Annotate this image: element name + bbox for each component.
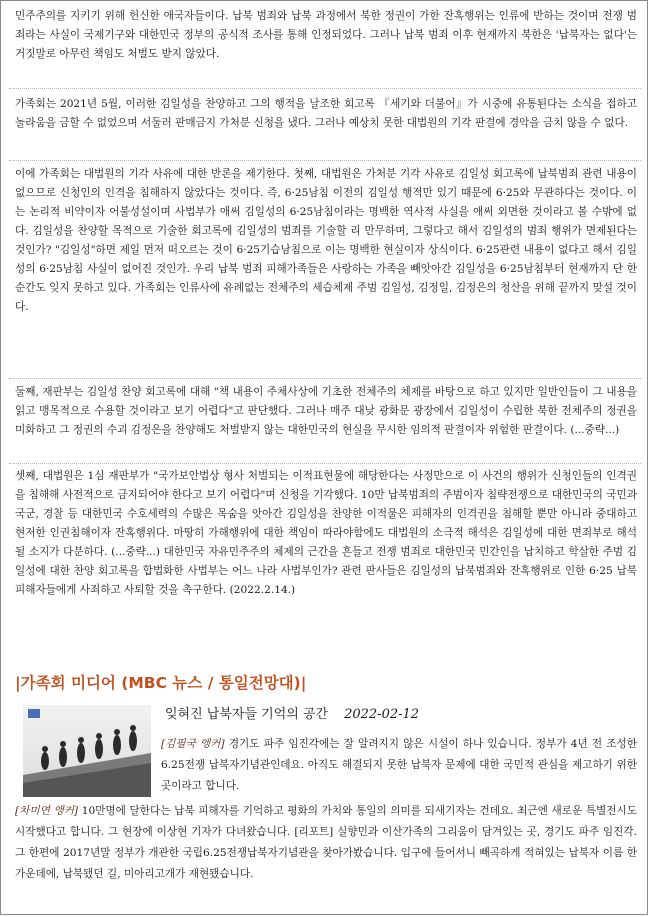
article-date: 2022-02-12 bbox=[344, 707, 420, 722]
paragraph-4: 둘째, 재판부는 김일성 찬양 회고록에 대해 "책 내용이 주체사상에 기초한 전체주의 체제를 바탕으로 하고 있지만 일반인들이 그 내용을 읽고 맹목적으로 수용할 것이라고 보기 어렵다"고 판단했다. 그러나 매주 대낮 광화문 광장에서 김일성이 수립한 북한 전체주의 정권을 미화하고 그 정권의 수괴 김정은을 찬양해도 처벌받지 않는 대한민국의 현실을 무시한 임의적 판결이자 위험한 판결이다. (...중략...) bbox=[15, 386, 637, 436]
speaker-label: [차미연 앵커] bbox=[15, 805, 79, 817]
article-title-line bbox=[165, 706, 419, 724]
article-lead-text bbox=[161, 734, 637, 797]
paragraph-2: 가족회는 2021년 5월, 이러한 김일성을 찬양하고 그의 행적을 날조한 회고록 『세기와 더불어』가 시중에 유통된다는 소식을 접하고 놀라움을 금할 수 없었으며 서둘러 판매금지 가처분 신청을 냈다. 그러나 예상치 못한 대법원의 기각 판결에 경악을 금치 않을 수 없다. bbox=[15, 98, 637, 129]
paragraph-1: 민주주의를 지키기 위해 헌신한 애국자들이다. 납북 범죄와 납북 과정에서 북한 정권이 가한 잔혹행위는 인류에 반하는 것이며 전쟁 범죄라는 사실이 국제기구와 대한민국 정부의 공식적 조사를 통해 인정되었다. 그러나 납북 범죄 이후 현재까지 북한은 '납북자는 없다'는 거짓말로 아무런 책임도 처벌도 받지 않았다. bbox=[15, 10, 637, 60]
paragraph-separator bbox=[9, 160, 641, 161]
article-thumbnail-image[interactable] bbox=[23, 705, 151, 797]
paragraph-3: 이에 가족회는 대법원의 기각 사유에 대한 반론을 제기한다. 첫째, 대법원은 가처분 기각 사유로 김일성 회고록에 납북범죄 관련 내용이 없으므로 신청인의 인격을 침해하지 않았다는 것이다. 즉, 6·25남침 이전의 김일성 행적만 있기 때문에 6·25와 무관하다는 것이다. 이는 논리적 비약이자 어불성설이며 사법부가 애써 김일성의 6·25남침이라는 명백한 역사적 사실을 애써 외면한 것이라고 볼 수밖에 없다. 김일성을 찬양할 목적으로 기술한 회고록에 김일성의 범죄를 기술할 리 만무하며, 그렇다고 해서 김일성의 범죄 행위가 면제된다는 것인가? "김일성"하면 제일 먼저 떠오르는 것이 6·25기습남침으로 이는 명백한 현실이자 상식이다. 6·25관련 내용이 없다고 해서 김일성의 6·25남침 사실이 없어진 것인가. 우리 납북 범죄 피해가족들은 사랑하는 가족을 빼앗아간 김일성을 6·25남침부터 현재까지 단 한 순간도 잊지 못하고 있다. 가족회는 인류사에 유례없는 전체주의 세습체제 주범 김일성, 김정일, 김정은의 청산을 위해 끝까지 맞설 것이다. bbox=[15, 168, 637, 313]
article-continued-body: 10만명에 달한다는 납북 피해자를 기억하고 평화의 가치와 통일의 의미를 되새기자는 건데요. 최근엔 새로운 특별전시도 시작했다고 합니다. 그 현장에 이상현 기자가 다녀왔습니다. [리포트] 실향민과 이산가족의 그리움이 담겨있는 곳, 경기도 파주 임진각. 그 한편에 2017년말 정부가 개관한 국립6.25전쟁납북자기념관을 찾아가봤습니다. 입구에 들어서니 빼곡하게 적혀있는 납북자 이름 한 가운데에, 납북됐던 길, 미아리고개가 재현됐습니다. bbox=[15, 805, 637, 880]
media-section-heading: |가족회 미디어 (MBC 뉴스 / 통일전망대)| bbox=[15, 674, 307, 692]
paragraph-separator bbox=[9, 463, 641, 464]
paragraph-5: 셋째, 대법원은 1심 재판부가 "국가보안법상 형사 처벌되는 이적표현물에 해당한다는 사정만으로 이 사건의 행위가 신청인들의 인격권을 침해해 사전적으로 금지되어야 한다고 보기 어렵다"며 신청을 기각했다. 10만 납북범죄의 주범이자 침략전쟁으로 대한민국의 국민과 국군, 경찰 등 대한민국 수호세력의 수많은 목숨을 앗아간 김일성을 찬양한 이적물은 피해자의 인격권을 침해할 뿐만 아니라 중대하고 현저한 인권침해이자 잔혹행위다. 마땅히 가해행위에 대한 책임이 따라야함에도 대법원의 소극적 해석은 김일성에 대한 면죄부로 해석될 소지가 다분하다. (...중략...) 대한민국 자유민주주의 체제의 근간을 흔들고 전쟁 범죄로 대한민국 민간인을 납치하고 학살한 주범 김일성에 대한 찬양 회고록을 합법화한 사법부는 어느 나라 사법부인가? 관련 판사들은 김일성의 납북범죄와 잔혹행위로 인한 6·25 납북 피해자들에게 사죄하고 사퇴할 것을 촉구한다. (2022.2.14.) bbox=[15, 470, 637, 596]
paragraph-separator bbox=[9, 378, 641, 379]
article-continued-text bbox=[15, 801, 637, 885]
article-lead-body: 경기도 파주 임진각에는 잘 알려지지 않은 시설이 하나 있습니다. 정부가 4년 전 조성한 6.25전쟁 납북자기념관인데요. 아직도 해결되지 못한 납북자 문제에 대한 국민적 관심을 제고하기 위한 곳이라고 합니다. bbox=[161, 738, 637, 792]
speaker-label: [김필국 앵커] bbox=[161, 738, 225, 750]
paragraph-separator bbox=[9, 88, 641, 89]
article-title[interactable]: 잊혀진 납북자들 기억의 공간 bbox=[165, 707, 329, 722]
